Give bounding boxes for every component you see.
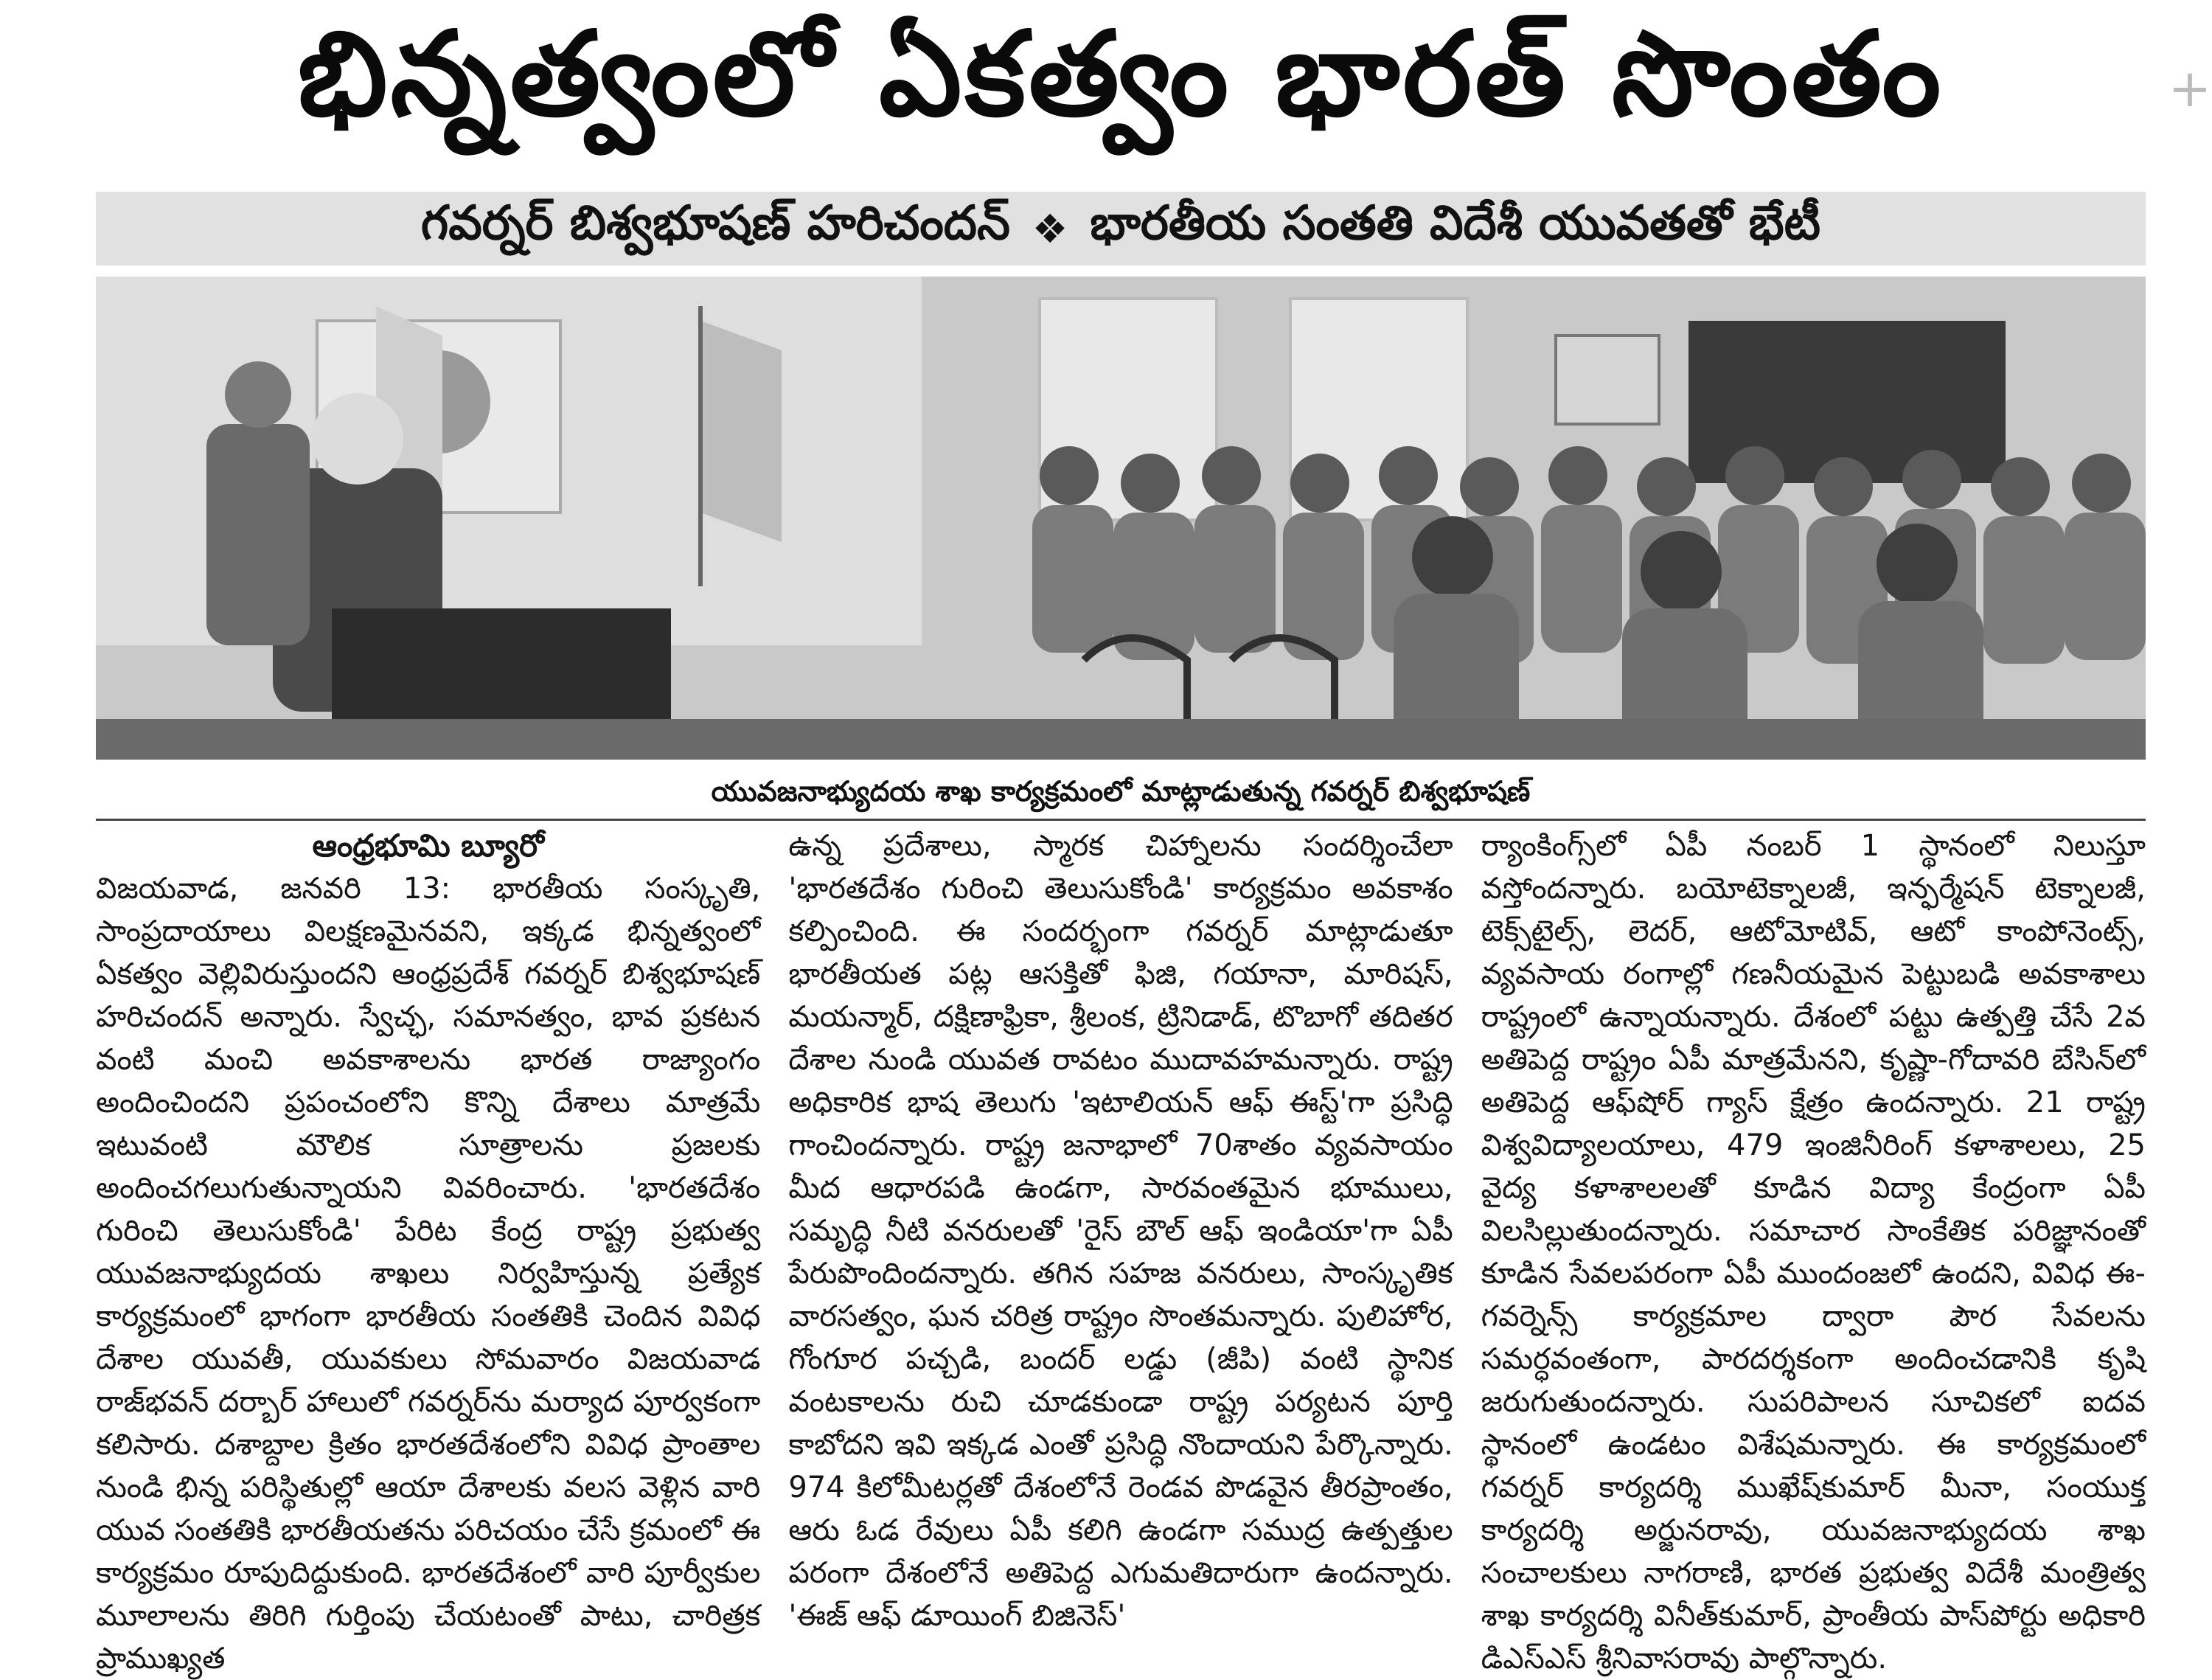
- article-column-2: [788, 825, 1453, 1651]
- subheadline-left: గవర్నర్ బిశ్వభూషణ్ హరిచందన్: [420, 195, 1010, 251]
- article-body: [96, 825, 2146, 1676]
- photo-illustration: [96, 277, 2146, 760]
- byline: ఆంధ్రభూమి బ్యూరో: [312, 827, 544, 864]
- news-photo: [96, 277, 2146, 760]
- plus-icon: +: [2168, 58, 2212, 119]
- diamond-separator-icon: ❖: [1032, 205, 1068, 252]
- article-column-1: [96, 825, 761, 1676]
- column-3-text: ర్యాంకింగ్స్‌లో ఏపీ నంబర్ 1 స్థానంలో నిలుస్తూ వస్తోందన్నారు. బయోటెక్నాలజీ, ఇన్ఫర్మేషన్ టెక్నాలజీ, టెక్స్‌టైల్స్, లెదర్, ఆటోమోటివ్, ఆటో కాంపోనెంట్స్, వ్యవసాయ రంగాల్లో గణనీయమైన పెట్టుబడి అవకాశాలు రాష్ట్రంలో ఉన్నాయన్నారు. దేశంలో పట్టు ఉత్పత్తి చేసే 2వ అతిపెద్ద రాష్ట్రం ఏపీ మాత్రమేనని, కృష్ణా-గోదావరి బేసిన్‌లో అతిపెద్ద ఆఫ్‌షోర్ గ్యాస్ క్షేత్రం ఉందన్నారు. 21 రాష్ట్ర విశ్వవిద్యాలయాలు, 479 ఇంజినీరింగ్ కళాశాలలు, 25 వైద్య కళాశాలలతో కూడిన విద్యా కేంద్రంగా ఏపీ విలసిల్లుతుందన్నారు. సమాచార సాంకేతిక పరిజ్ఞానంతో కూడిన సేవలపరంగా ఏపీ ముందంజలో ఉందని, వివిధ ఈ-గవర్నెన్స్ కార్యక్రమాల ద్వారా పౌర సేవలను సమర్ధవంతంగా, పారదర్శకంగా అందించడానికి కృషి జరుగుతుందన్నారు. సుపరిపాలన సూచికలో ఐదవ స్థానంలో ఉండటం విశేషమన్నారు. ఈ కార్యక్రమంలో గవర్నర్ కార్యదర్శి ముఖేష్‌కుమార్ మీనా, సంయుక్త కార్యదర్శి అర్జునరావు, యువజనాభ్యుదయ శాఖ సంచాలకులు నాగరాణి, భారత ప్రభుత్వ విదేశీ మంత్రిత్వ శాఖ కార్యదర్శి వినీత్‌కుమార్, ప్రాంతీయ పాస్‌పోర్టు అధికారి డిఎస్ఎస్ శ్రీనివాసరావు పాల్గొన్నారు.: [1481, 829, 2146, 1676]
- subheadline-right: భారతీయ సంతతి విదేశీ యువతతో భేటీ: [1090, 195, 1821, 251]
- column-2-text: ఉన్న ప్రదేశాలు, స్మారక చిహ్నాలను సందర్శించేలా 'భారతదేశం గురించి తెలుసుకోండి' కార్యక్రమం అవకాశం కల్పించింది. ఈ సందర్భంగా గవర్నర్ మాట్లాడుతూ భారతీయత పట్ల ఆసక్తితో ఫిజి, గయానా, మారిషస్, మయన్మార్, దక్షిణాఫ్రికా, శ్రీలంక, ట్రినిడాడ్, టొబాగో తదితర దేశాల నుండి యువత రావటం ముదావహమన్నారు. రాష్ట్ర అధికారిక భాష తెలుగు 'ఇటాలియన్ ఆఫ్ ఈస్ట్'గా ప్రసిద్ధి గాంచిందన్నారు. రాష్ట్ర జనాభాలో 70శాతం వ్యవసాయం మీద ఆధారపడి ఉండగా, సారవంతమైన భూములు, సమృద్ధి నీటి వనరులతో 'రైస్ బౌల్ ఆఫ్ ఇండియా'గా ఏపీ పేరుపొందిందన్నారు. తగిన సహజ వనరులు, సాంస్కృతిక వారసత్వం, ఘన చరిత్ర రాష్ట్రం సొంతమన్నారు. పులిహోర, గోంగూర పచ్చడి, బందర్ లడ్డు (జీపి) వంటి స్థానిక వంటకాలను రుచి చూడకుండా రాష్ట్ర పర్యటన పూర్తి కాబోదని ఇవి ఇక్కడ ఎంతో ప్రసిద్ధి నొందాయని పేర్కొన్నారు. 974 కిలోమీటర్లతో దేశంలోనే రెండవ పొడవైన తీరప్రాంతం, ఆరు ఓడ రేవులు ఏపీ కలిగి ఉండగా సముద్ర ఉత్పత్తుల పరంగా దేశంలోనే అతిపెద్ద ఎగుమతిదారుగా ఉందన్నారు. 'ఈజ్ ఆఫ్ డూయింగ్ బిజినెస్': [788, 829, 1453, 1633]
- column-1-text: విజయవాడ, జనవరి 13: భారతీయ సంస్కృతి, సాంప్రదాయాలు విలక్షణమైనవని, ఇక్కడ భిన్నత్వంలో ఏకత్వం వెల్లివిరుస్తుందని ఆంధ్రప్రదేశ్ గవర్నర్ బిశ్వభూషణ్ హరిచందన్ అన్నారు. స్వేచ్ఛ, సమానత్వం, భావ ప్రకటన వంటి మంచి అవకాశాలను భారత రాజ్యాంగం అందించిందని ప్రపంచంలోని కొన్ని దేశాలు మాత్రమే ఇటువంటి మౌలిక సూత్రాలను ప్రజలకు అందించగలుగుతున్నాయని వివరించారు. 'భారతదేశం గురించి తెలుసుకోండి' పేరిట కేంద్ర రాష్ట్ర ప్రభుత్వ యువజనాభ్యుదయ శాఖలు నిర్వహిస్తున్న ప్రత్యేక కార్యక్రమంలో భాగంగా భారతీయ సంతతికి చెందిన వివిధ దేశాల యువతీ, యువకులు సోమవారం విజయవాడ రాజ్‌భవన్ దర్బార్ హాలులో గవర్నర్‌ను మర్యాద పూర్వకంగా కలిసారు. దశాబ్దాల క్రితం భారతదేశంలోని వివిధ ప్రాంతాల నుండి భిన్న పరిస్థితుల్లో ఆయా దేశాలకు వలస వెళ్లిన వారి యువ సంతతికి భారతీయతను పరిచయం చేసే క్రమంలో ఈ కార్యక్రమం రూపుదిద్దుకుంది. భారతదేశంలో వారి పూర్వీకుల మూలాలను తిరిగి గుర్తింపు చేయటంతో పాటు, చారిత్రక ప్రాముఖ్యత: [96, 872, 761, 1676]
- photo-caption: యువజనాభ్యుదయ శాఖ కార్యక్రమంలో మాట్లాడుతున్న గవర్నర్ బిశ్వభూషణ్: [711, 775, 1531, 808]
- article-column-3: [1481, 825, 2146, 1676]
- caption-divider: [96, 819, 2146, 821]
- headline: భిన్నత్వంలో ఏకత్వం భారత్ సొంతం: [297, 6, 1944, 142]
- subheadline-banner: [96, 192, 2146, 265]
